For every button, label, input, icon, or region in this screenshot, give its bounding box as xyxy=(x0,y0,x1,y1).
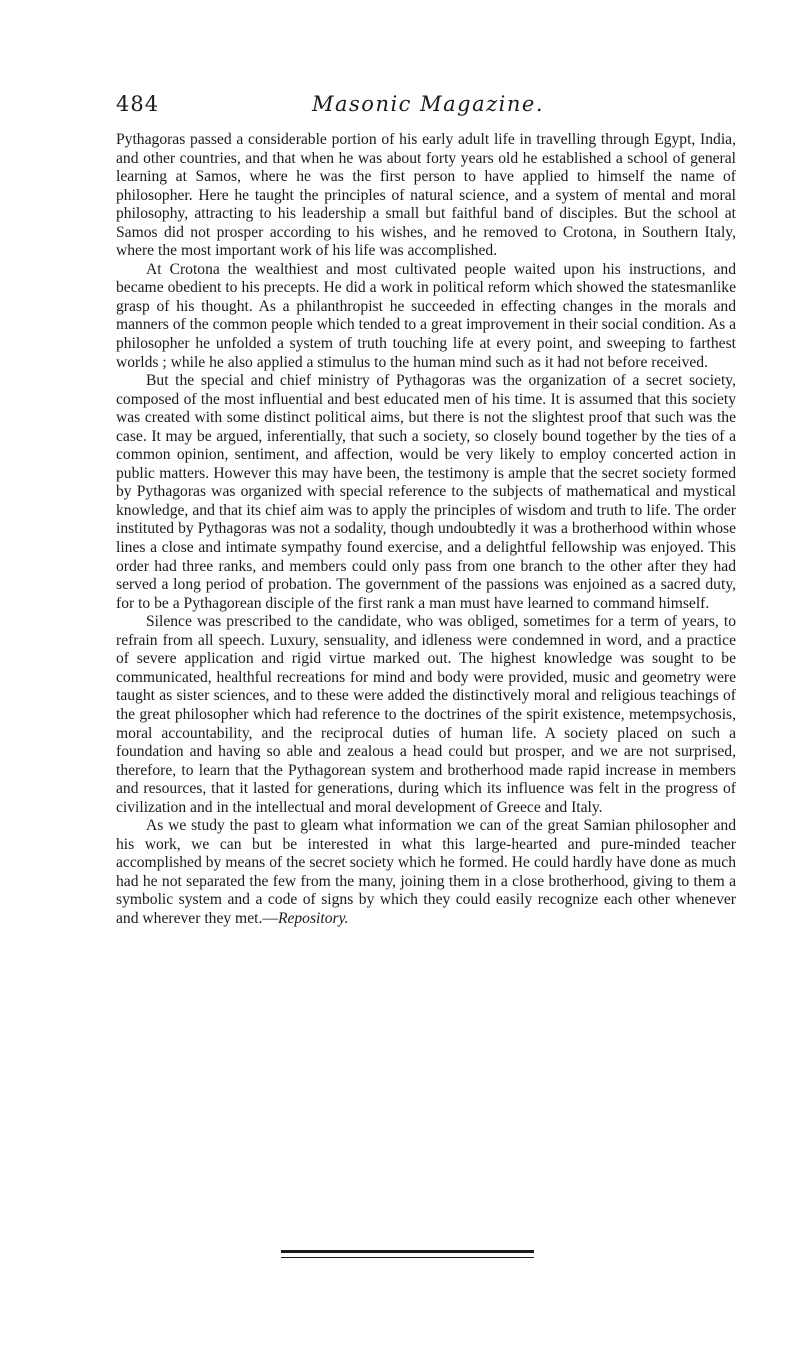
closing-rule-thick xyxy=(281,1250,534,1253)
source-attribution: Repository. xyxy=(277,909,349,927)
article-body xyxy=(116,131,736,929)
page-header xyxy=(116,92,736,122)
running-title: Masonic Magazine. xyxy=(312,92,545,116)
closing-rule xyxy=(281,1250,534,1260)
paragraph-2: At Crotona the wealthiest and most cultivated people waited upon his instructions, and became obedient to his precepts. He did a work in political reform which showed the statesmanlike grasp of his thought. As a philanthropist he succeeded in effecting changes in the morals and manners of the common people which tended to a great improvement in their social condition. As a philosopher he unfolded a system of truth touching life at every point, and sweeping to farthest worlds ; while he also applied a stimulus to the human mind such as it had not before received. xyxy=(116,260,736,371)
paragraph-1: Pythagoras passed a considerable portion of his early adult life in travelling through Egypt, India, and other countries, and that when he was about forty years old he established a school of general learning at Samos, where he was the first person to have applied to himself the name of philosopher. Here he taught the principles of natural science, and a system of mental and moral philosophy, attracting to his leadership a small but faithful band of disciples. But the school at Samos did not prosper according to his wishes, and he removed to Crotona, in Southern Italy, where the most important work of his life was accomplished. xyxy=(116,131,736,260)
closing-rule-thin xyxy=(281,1257,534,1258)
paragraph-5-text: As we study the past to gleam what information we can of the great Samian philosopher and his work, we can but be interested in what this large-hearted and pure-minded teacher accomplished by means of the secret society which he formed. He could hardly have done as much had he not separated the few from the many, joining them in a close brotherhood, giving to them a symbolic system and a code of signs by which they could easily recognize each other whenever and wherever they met.— xyxy=(116,817,736,927)
paragraph-4: Silence was prescribed to the candidate, who was obliged, sometimes for a term of years, to refrain from all speech. Luxury, sensuality, and idleness were condemned in word, and a practice of severe application and rigid virtue marked out. The highest knowledge was sought to be communicated, healthful recreations for mind and body were provided, music and geometry were taught as sister sciences, and to these were added the distinctively moral and religious teachings of the great philosopher which had reference to the doctrines of the spirit existence, metempsychosis, moral accountability, and the reciprocal duties of human life. A society placed on such a foundation and having so able and zealous a head could but prosper, and we are not surprised, therefore, to learn that the Pythagorean system and brotherhood made rapid increase in members and resources, that it lasted for generations, during which its influence was felt in the progress of civilization and in the intellectual and moral development of Greece and Italy. xyxy=(116,613,736,816)
page-number: 484 xyxy=(116,92,160,116)
paragraph-3: But the special and chief ministry of Pythagoras was the organization of a secret society, composed of the most influential and best educated men of his time. It is assumed that this society was created with some distinct political aims, but there is not the slightest proof that such was the case. It may be argued, inferentially, that such a society, so closely bound together by the ties of a common opinion, sentiment, and affection, would be very likely to employ concerted action in public matters. However this may have been, the testimony is ample that the secret society formed by Pythagoras was organized with special reference to the subjects of mathematical and mystical knowledge, and that its chief aim was to apply the principles of wisdom and truth to life. The order instituted by Pythagoras was not a sodality, though undoubtedly it was a brotherhood within whose lines a close and intimate sympathy found exercise, and a delightful fellowship was enjoyed. This order had three ranks, and members could only pass from one branch to the other after they had served a long period of probation. The government of the passions was enjoined as a sacred duty, for to be a Pythagorean disciple of the first rank a man must have learned to command himself. xyxy=(116,372,736,612)
paragraph-5 xyxy=(116,817,736,928)
